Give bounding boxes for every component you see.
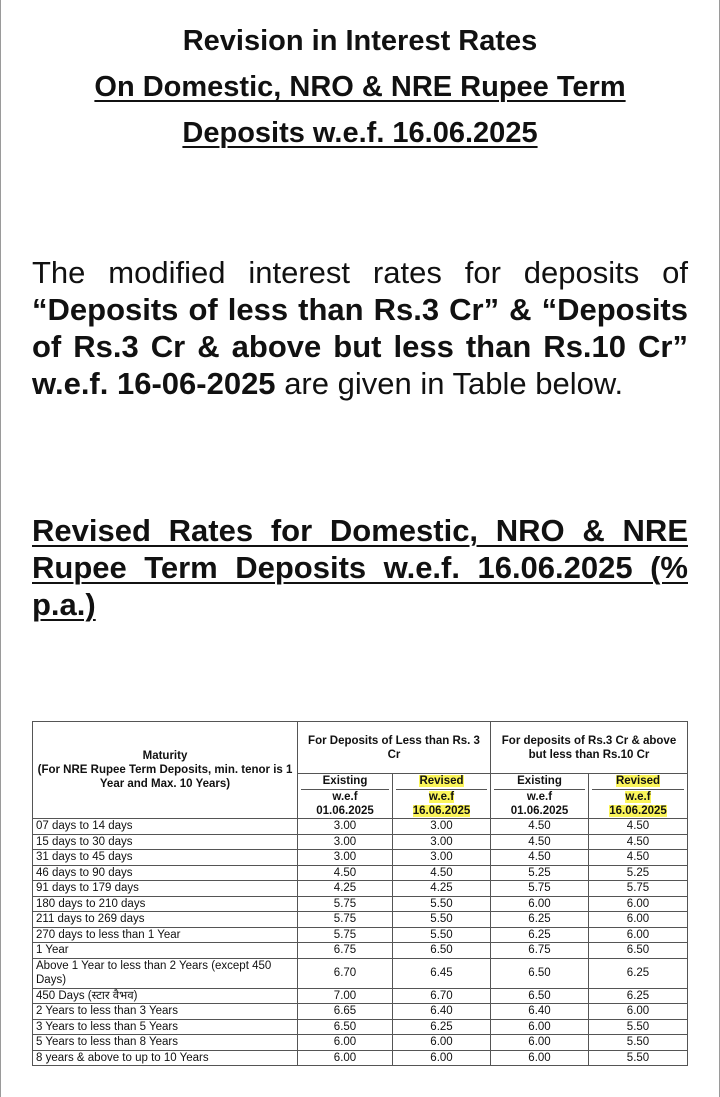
existing-header-group2 bbox=[491, 774, 589, 819]
maturity-cell: 07 days to 14 days bbox=[33, 819, 298, 835]
revised-rate-less-than-3cr: 4.50 bbox=[393, 865, 491, 881]
revised-rate-3cr-to-10cr: 5.25 bbox=[589, 865, 688, 881]
revised-rate-less-than-3cr: 5.50 bbox=[393, 896, 491, 912]
maturity-cell: 3 Years to less than 5 Years bbox=[33, 1019, 298, 1035]
existing-rate-less-than-3cr: 4.50 bbox=[298, 865, 393, 881]
table-title: Revised Rates for Domestic, NRO & NRE Rupee Term Deposits w.e.f. 16.06.2025 (% p.a.) bbox=[32, 513, 688, 622]
revised-rate-less-than-3cr: 5.50 bbox=[393, 912, 491, 928]
existing-rate-3cr-to-10cr: 4.50 bbox=[491, 850, 589, 866]
revised-rate-3cr-to-10cr: 6.00 bbox=[589, 896, 688, 912]
existing-rate-less-than-3cr: 5.75 bbox=[298, 912, 393, 928]
maturity-cell: 2 Years to less than 3 Years bbox=[33, 1004, 298, 1020]
maturity-header-note: (For NRE Rupee Term Deposits, min. tenor is 1 Year and Max. 10 Years) bbox=[37, 764, 293, 790]
revised-rate-less-than-3cr: 6.25 bbox=[393, 1019, 491, 1035]
table-row bbox=[33, 865, 688, 881]
revised-rate-3cr-to-10cr: 5.50 bbox=[589, 1035, 688, 1051]
existing-rate-less-than-3cr: 7.00 bbox=[298, 988, 393, 1004]
table-row bbox=[33, 834, 688, 850]
revised-rate-3cr-to-10cr: 4.50 bbox=[589, 834, 688, 850]
maturity-cell: 5 Years to less than 8 Years bbox=[33, 1035, 298, 1051]
existing-rate-3cr-to-10cr: 6.00 bbox=[491, 1050, 589, 1066]
existing-rate-3cr-to-10cr: 6.75 bbox=[491, 943, 589, 959]
existing-wef: w.e.f bbox=[526, 791, 553, 803]
maturity-cell: 46 days to 90 days bbox=[33, 865, 298, 881]
table-row bbox=[33, 943, 688, 959]
existing-rate-3cr-to-10cr: 5.25 bbox=[491, 865, 589, 881]
revised-rate-less-than-3cr: 6.00 bbox=[393, 1050, 491, 1066]
revised-rate-3cr-to-10cr: 6.00 bbox=[589, 927, 688, 943]
table-row bbox=[33, 988, 688, 1004]
existing-rate-3cr-to-10cr: 6.00 bbox=[491, 1019, 589, 1035]
revised-rate-3cr-to-10cr: 4.50 bbox=[589, 850, 688, 866]
revised-rate-3cr-to-10cr: 6.25 bbox=[589, 958, 688, 988]
existing-rate-less-than-3cr: 3.00 bbox=[298, 834, 393, 850]
notice-heading bbox=[0, 18, 720, 156]
maturity-column-header bbox=[33, 722, 298, 819]
revised-rate-3cr-to-10cr: 5.50 bbox=[589, 1019, 688, 1035]
heading-line-3: Deposits w.e.f. 16.06.2025 bbox=[182, 117, 538, 149]
maturity-cell: 211 days to 269 days bbox=[33, 912, 298, 928]
revised-date: 16.06.2025 bbox=[412, 805, 471, 817]
table-row bbox=[33, 1004, 688, 1020]
revised-rate-less-than-3cr: 4.25 bbox=[393, 881, 491, 897]
maturity-cell: 180 days to 210 days bbox=[33, 896, 298, 912]
maturity-cell: 31 days to 45 days bbox=[33, 850, 298, 866]
existing-wef: w.e.f bbox=[332, 791, 358, 803]
table-row bbox=[33, 896, 688, 912]
maturity-cell: 91 days to 179 days bbox=[33, 881, 298, 897]
revised-label: Revised bbox=[615, 775, 661, 787]
revised-rate-less-than-3cr: 5.50 bbox=[393, 927, 491, 943]
existing-rate-less-than-3cr: 6.00 bbox=[298, 1050, 393, 1066]
table-row bbox=[33, 927, 688, 943]
existing-header-group1 bbox=[298, 774, 393, 819]
group-header-3cr-to-10cr: For deposits of Rs.3 Cr & above but less than Rs.10 Cr bbox=[491, 722, 688, 774]
revised-rate-less-than-3cr: 6.45 bbox=[393, 958, 491, 988]
heading-line-2: On Domestic, NRO & NRE Rupee Term bbox=[94, 71, 626, 103]
maturity-cell: 1 Year bbox=[33, 943, 298, 959]
maturity-cell: 8 years & above to up to 10 Years bbox=[33, 1050, 298, 1066]
revised-rate-3cr-to-10cr: 5.75 bbox=[589, 881, 688, 897]
revised-wef: w.e.f bbox=[625, 791, 651, 803]
revised-rate-3cr-to-10cr: 6.50 bbox=[589, 943, 688, 959]
existing-rate-less-than-3cr: 3.00 bbox=[298, 850, 393, 866]
heading-line-1: Revision in Interest Rates bbox=[182, 25, 538, 57]
table-row bbox=[33, 819, 688, 835]
table-row bbox=[33, 1035, 688, 1051]
rate-rows bbox=[33, 819, 688, 1066]
revised-header-group2 bbox=[589, 774, 688, 819]
existing-rate-less-than-3cr: 6.75 bbox=[298, 943, 393, 959]
existing-rate-3cr-to-10cr: 6.50 bbox=[491, 988, 589, 1004]
table-row bbox=[33, 881, 688, 897]
maturity-cell: 15 days to 30 days bbox=[33, 834, 298, 850]
existing-rate-3cr-to-10cr: 6.25 bbox=[491, 912, 589, 928]
existing-label: Existing bbox=[301, 774, 389, 790]
intro-part-1: The modified interest rates for deposits of bbox=[32, 255, 688, 290]
existing-rate-less-than-3cr: 6.50 bbox=[298, 1019, 393, 1035]
existing-rate-3cr-to-10cr: 6.40 bbox=[491, 1004, 589, 1020]
revised-rate-less-than-3cr: 6.50 bbox=[393, 943, 491, 959]
existing-rate-3cr-to-10cr: 6.50 bbox=[491, 958, 589, 988]
existing-rate-less-than-3cr: 5.75 bbox=[298, 896, 393, 912]
revised-rate-less-than-3cr: 3.00 bbox=[393, 834, 491, 850]
existing-rate-less-than-3cr: 3.00 bbox=[298, 819, 393, 835]
existing-rate-less-than-3cr: 5.75 bbox=[298, 927, 393, 943]
table-row bbox=[33, 912, 688, 928]
revised-rate-3cr-to-10cr: 6.00 bbox=[589, 1004, 688, 1020]
maturity-cell: 270 days to less than 1 Year bbox=[33, 927, 298, 943]
revised-rate-less-than-3cr: 3.00 bbox=[393, 819, 491, 835]
revised-rate-less-than-3cr: 6.70 bbox=[393, 988, 491, 1004]
existing-label: Existing bbox=[494, 774, 585, 790]
table-row bbox=[33, 1019, 688, 1035]
revised-rate-less-than-3cr: 6.00 bbox=[393, 1035, 491, 1051]
revised-wef: w.e.f bbox=[428, 791, 455, 803]
revised-date: 16.06.2025 bbox=[609, 805, 667, 817]
existing-rate-3cr-to-10cr: 6.00 bbox=[491, 1035, 589, 1051]
existing-rate-less-than-3cr: 4.25 bbox=[298, 881, 393, 897]
revised-rate-3cr-to-10cr: 5.50 bbox=[589, 1050, 688, 1066]
revised-rate-3cr-to-10cr: 4.50 bbox=[589, 819, 688, 835]
revised-rate-less-than-3cr: 6.40 bbox=[393, 1004, 491, 1020]
table-row bbox=[33, 850, 688, 866]
table-row bbox=[33, 1050, 688, 1066]
existing-rate-less-than-3cr: 6.70 bbox=[298, 958, 393, 988]
page-left-edge bbox=[0, 0, 1, 1097]
table-row bbox=[33, 958, 688, 988]
revised-rate-3cr-to-10cr: 6.25 bbox=[589, 988, 688, 1004]
existing-date: 01.06.2025 bbox=[316, 805, 374, 817]
existing-rate-less-than-3cr: 6.00 bbox=[298, 1035, 393, 1051]
existing-rate-3cr-to-10cr: 4.50 bbox=[491, 834, 589, 850]
revised-header-group1 bbox=[393, 774, 491, 819]
maturity-cell: 450 Days (स्टार वैभव) bbox=[33, 988, 298, 1004]
existing-rate-less-than-3cr: 6.65 bbox=[298, 1004, 393, 1020]
existing-rate-3cr-to-10cr: 6.25 bbox=[491, 927, 589, 943]
existing-rate-3cr-to-10cr: 6.00 bbox=[491, 896, 589, 912]
group-header-less-than-3cr: For Deposits of Less than Rs. 3 Cr bbox=[298, 722, 491, 774]
intro-part-2: “Deposits of less than Rs.3 Cr” & “Deposits of Rs.3 Cr & above but less than Rs.10 Cr” w.e.f. 16-06-2025 bbox=[32, 292, 688, 401]
revised-rate-3cr-to-10cr: 6.00 bbox=[589, 912, 688, 928]
intro-paragraph bbox=[32, 254, 688, 402]
interest-rates-table bbox=[32, 721, 688, 1066]
maturity-header-label: Maturity bbox=[142, 750, 188, 762]
revised-label: Revised bbox=[419, 775, 464, 787]
revised-rate-less-than-3cr: 3.00 bbox=[393, 850, 491, 866]
maturity-cell: Above 1 Year to less than 2 Years (except 450 Days) bbox=[33, 958, 298, 988]
existing-date: 01.06.2025 bbox=[510, 805, 569, 817]
existing-rate-3cr-to-10cr: 4.50 bbox=[491, 819, 589, 835]
intro-part-3: are given in Table below. bbox=[284, 366, 624, 401]
existing-rate-3cr-to-10cr: 5.75 bbox=[491, 881, 589, 897]
